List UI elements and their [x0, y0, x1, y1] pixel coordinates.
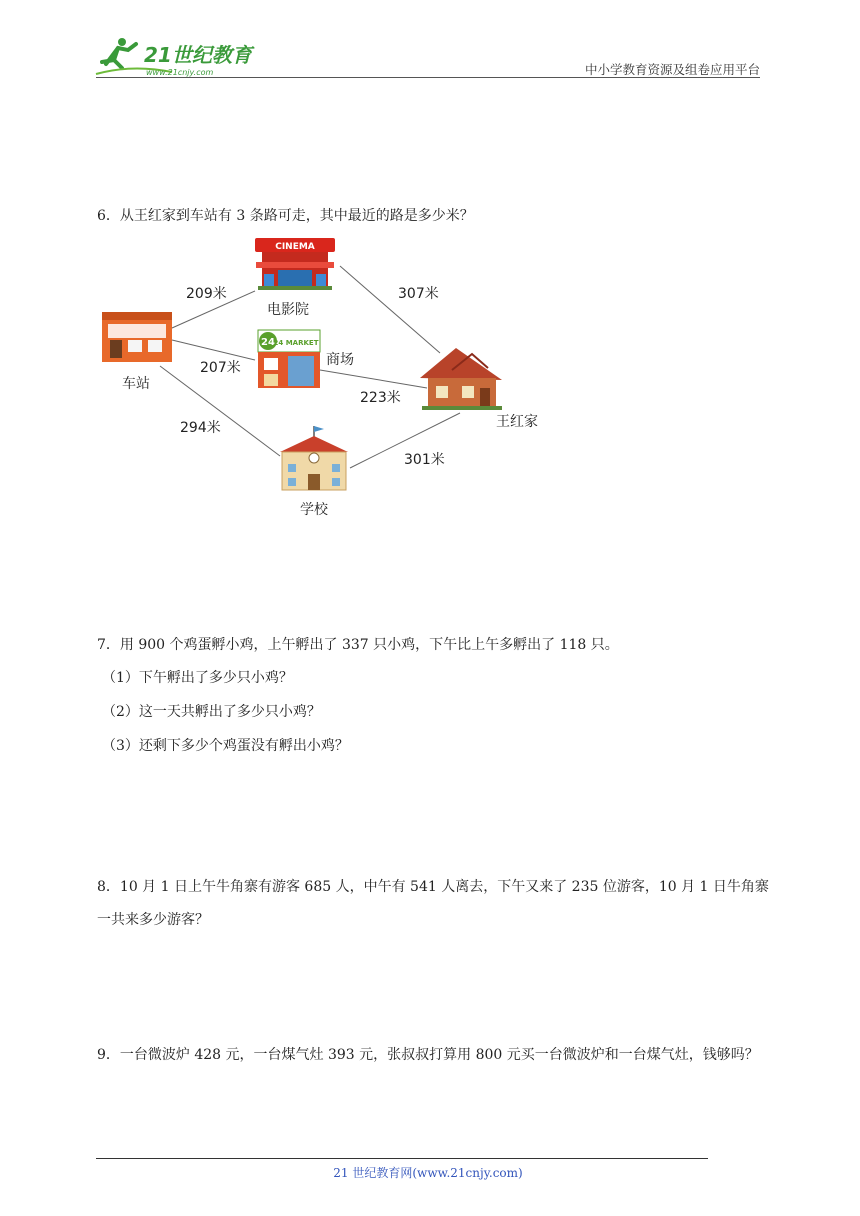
distance-school-home: 301米 — [404, 452, 445, 468]
question-8: 8．10 月 1 日上午牛角寨有游客 685 人，中午有 541 人离去，下午又来了 235 位游客，10 月 1 日牛角寨一共来多少游客？ — [97, 879, 769, 928]
question-9: 9．一台微波炉 428 元，一台煤气灶 393 元，张叔叔打算用 800 元买一台微波炉和一台煤气灶，钱够吗？ — [97, 1047, 759, 1063]
station-icon — [102, 312, 172, 362]
label-school: 学校 — [300, 502, 328, 518]
route-map — [92, 228, 562, 528]
market-sign: 24 MARKET — [273, 339, 319, 347]
label-station: 车站 — [122, 376, 150, 392]
platform-tagline: 中小学教育资源及组卷应用平台 — [584, 62, 760, 77]
house-icon — [420, 348, 502, 410]
road-mall-home — [320, 370, 427, 388]
header-divider — [96, 77, 760, 78]
label-cinema: 电影院 — [267, 302, 309, 318]
footer-link[interactable]: 21 世纪教育网(www.21cnjy.com) — [333, 1166, 523, 1180]
cinema-icon — [255, 238, 335, 290]
label-home: 王红家 — [496, 414, 538, 430]
distance-station-school: 294米 — [180, 420, 221, 436]
question-7: 7．用 900 个鸡蛋孵小鸡，上午孵出了 337 只小鸡，下午比上午多孵出了 118 只。 — [97, 637, 619, 653]
cinema-sign: CINEMA — [275, 242, 315, 252]
question-7-part-2: （2）这一天共孵出了多少只小鸡？ — [102, 704, 321, 720]
question-6: 6．从王红家到车站有 3 条路可走，其中最近的路是多少米？ — [97, 208, 474, 224]
market-icon — [258, 330, 320, 388]
distance-station-mall: 207米 — [200, 360, 241, 376]
distance-station-cinema: 209米 — [186, 286, 227, 302]
question-7-part-3: （3）还剩下多少个鸡蛋没有孵出小鸡？ — [102, 738, 349, 754]
logo-text: 21世纪教育 — [144, 43, 252, 67]
school-icon — [280, 426, 348, 490]
logo-url: www.21cnjy.com — [146, 68, 214, 77]
svg-text:24: 24 — [261, 337, 275, 348]
question-7-part-1: （1）下午孵出了多少只小鸡？ — [102, 670, 293, 686]
road-cinema-home — [340, 266, 440, 353]
distance-mall-home: 223米 — [360, 390, 401, 406]
footer-divider — [96, 1158, 708, 1159]
label-mall: 商场 — [326, 352, 354, 368]
road-station-mall — [172, 340, 255, 360]
site-logo — [92, 34, 262, 80]
distance-cinema-home: 307米 — [398, 286, 439, 302]
